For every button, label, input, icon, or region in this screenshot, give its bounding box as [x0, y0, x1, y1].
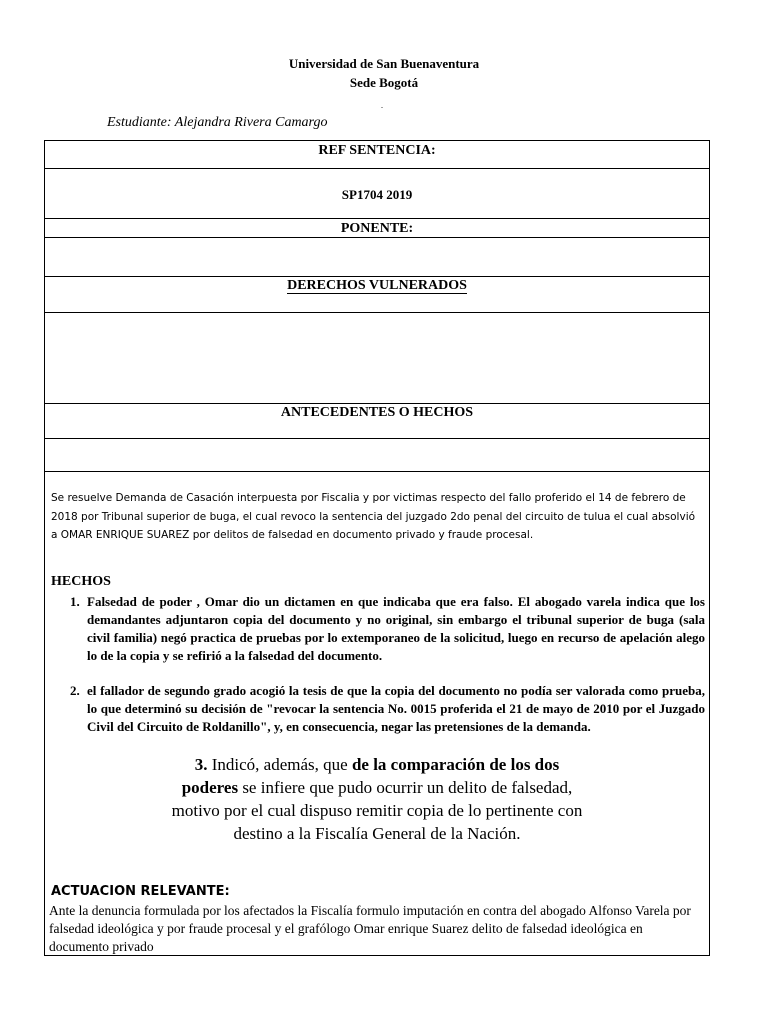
campus-name: Sede Bogotá [349, 75, 419, 90]
university-name: Universidad de San Buenaventura [288, 56, 480, 71]
row-divider [45, 471, 709, 472]
hechos-item-3-text: Indicó, además, que [207, 755, 352, 774]
row-divider [45, 312, 709, 313]
hechos-item-3-bold: poderes [181, 778, 239, 797]
hechos-item-1: Falsedad de poder , Omar dio un dictamen en que indicaba que era falso. El abogado varela indica que los demandantes adjuntaron copia del documento y no original, sin embargo el tribunal superior de buga (sala civil familia) negó practica de pruebas por lo extemporaneo de la solicitud, luego en recurso de apelación alego lo de la copia y se refirió a la falsedad del documento. [87, 594, 705, 663]
hechos-item-3-line-1 [45, 753, 709, 776]
ref-sentencia-value: SP1704 2019 [341, 187, 413, 202]
hechos-item-2-number: 2. [70, 683, 80, 698]
hechos-item-3-bold: de la comparación de los dos [351, 755, 560, 774]
row-divider [45, 438, 709, 439]
derechos-label-text: DERECHOS VULNERADOS [287, 278, 467, 293]
case-summary: Se resuelve Demanda de Casación interpuesta por Fiscalia y por victimas respecto del fallo proferido el 14 de febrero de 2018 por Tribunal superior de buga, el cual revoco la sentencia del juzgado 2do penal del circuito de tulua el cual absolvió a OMAR ENRIQUE SUAREZ por delitos de falsedad en documento privado y fraude procesal. [51, 492, 696, 541]
hechos-item-1-number: 1. [70, 594, 80, 609]
hechos-item-3-number: 3. [194, 755, 208, 774]
row-divider [45, 168, 709, 169]
actuacion-text: Ante la denuncia formulada por los afectados la Fiscalía formulo imputación en contra del abogado Alfonso Varela por falsedad ideológica y por fraude procesal y el grafólogo Omar enrique Suarez delito de falsedad ideológica en documento privado [49, 903, 691, 954]
ref-sentencia-label: REF SENTENCIA: [318, 143, 436, 158]
hechos-item-3 [45, 753, 709, 845]
stray-dot: . [381, 101, 383, 110]
sentence-form [44, 140, 710, 956]
hechos-item-3-text: se infiere que pudo ocurrir un delito de falsedad, [238, 778, 573, 797]
antecedentes-label: ANTECEDENTES O HECHOS [280, 405, 474, 420]
student-name: Estudiante: Alejandra Rivera Camargo [107, 115, 328, 130]
ponente-label: PONENTE: [340, 221, 414, 236]
row-divider [45, 218, 709, 219]
hechos-item-3-line-4: destino a la Fiscalía General de la Nación. [233, 824, 521, 843]
row-divider [45, 237, 709, 238]
hechos-item-2: el fallador de segundo grado acogió la tesis de que la copia del documento no podía ser valorada como prueba, lo que determinó su decisión de "revocar la sentencia No. 0015 proferida el 21 de mayo de 2010 por el Juzgado Civil del Circuito de Roldanillo", y, en consecuencia, negar las pretensiones de la demanda. [87, 683, 705, 734]
derechos-label [45, 277, 709, 295]
hechos-item-3-line-2 [45, 776, 709, 799]
hechos-title: HECHOS [51, 574, 111, 589]
hechos-item-3-line-3: motivo por el cual dispuso remitir copia de lo pertinente con [171, 801, 583, 820]
actuacion-title: ACTUACION RELEVANTE: [51, 884, 230, 899]
